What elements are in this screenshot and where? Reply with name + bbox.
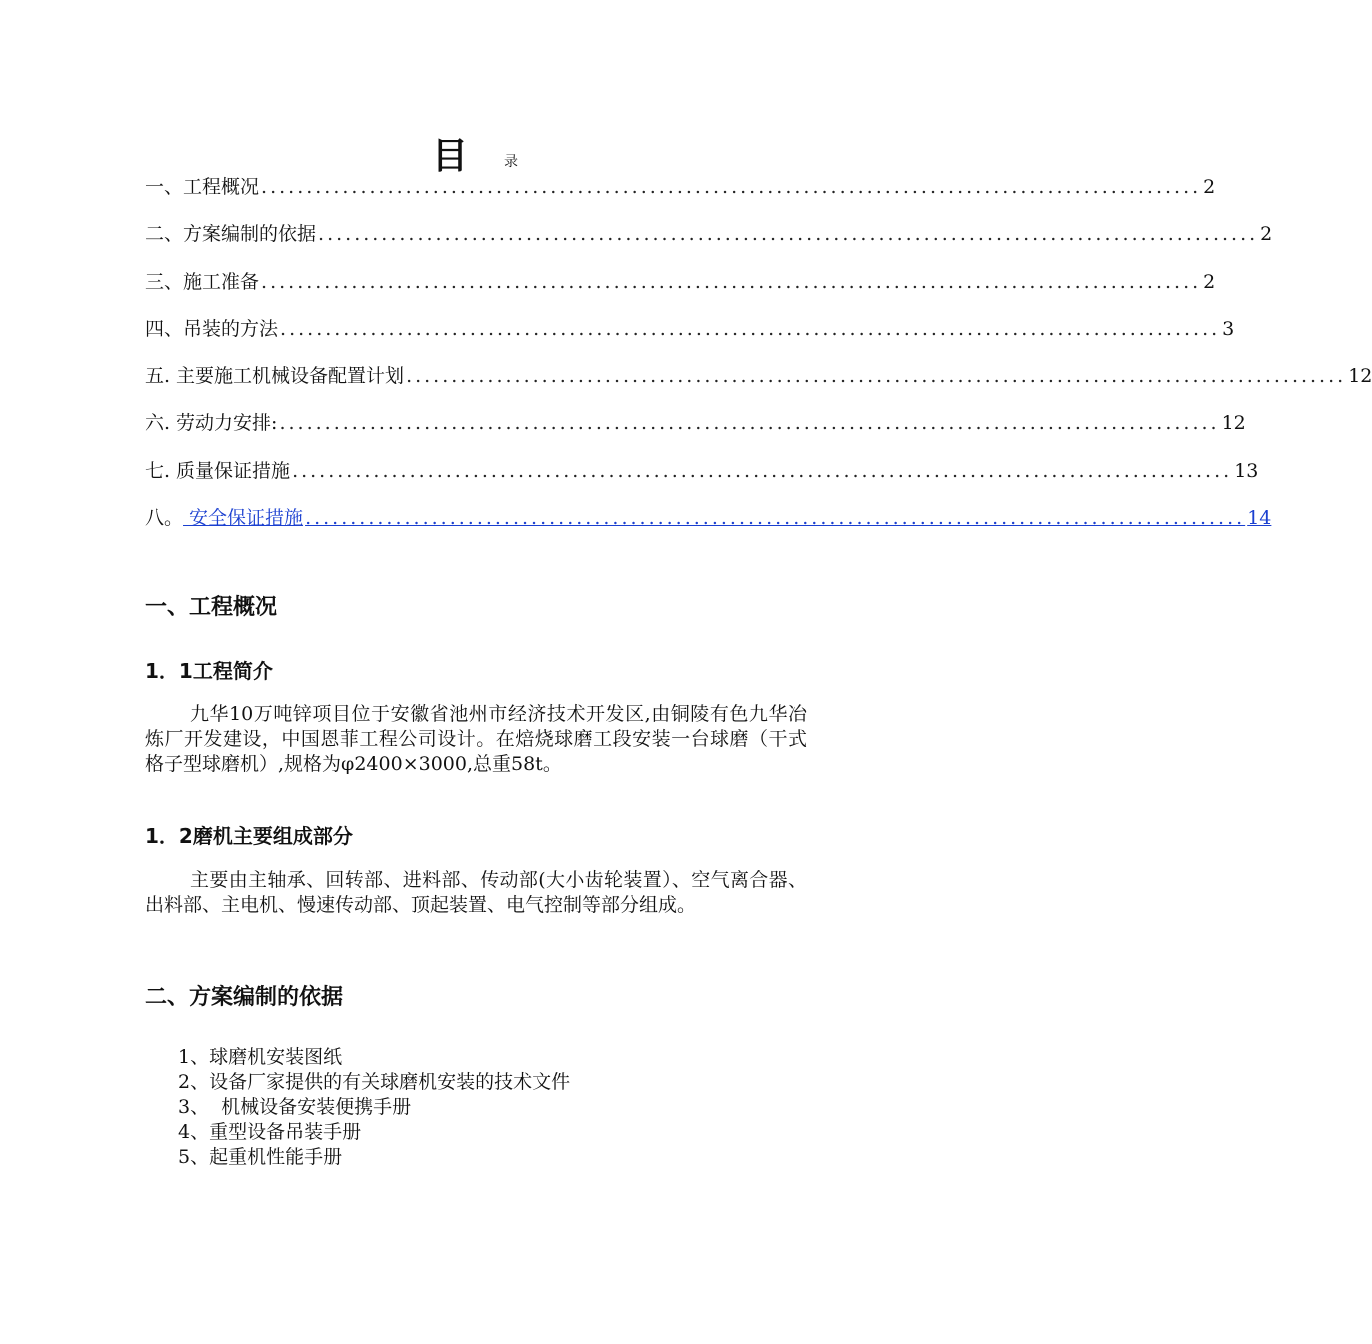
list-item: 2、设备厂家提供的有关球磨机安装的技术文件 [178,1071,571,1093]
toc-title-small: 录 [504,154,518,170]
toc-entry-title: 吊装的方法 [183,317,279,340]
toc-entry[interactable] [145,172,1216,219]
toc-entry[interactable] [145,361,1372,408]
toc-entry-number: 五. [145,365,171,388]
list-item: 4、重型设备吊装手册 [178,1121,362,1143]
reference-list [178,1045,570,1170]
section-heading: 一、工程概况 [145,595,278,620]
toc-entry[interactable] [145,219,1273,266]
toc-entry-page: 3 [1222,317,1235,340]
toc-leader-dots: ........................................................................................................ [261,270,1202,293]
toc-entry-page: 2 [1203,176,1216,198]
toc-entry-number: 七. [145,459,171,482]
paragraph: 主要由主轴承、回转部、进料部、传动部(大小齿轮装置）、空气离合器、出料部、主电机、慢速传动部、顶起装置、电气控制等部分组成。 [145,869,807,916]
toc-entry-number: 三、 [145,270,184,293]
toc-leader-dots: ........................................................................................................ [280,317,1221,340]
toc-entry-number: 四、 [145,317,184,340]
toc-entry-title: 主要施工机械设备配置计划 [176,365,405,388]
toc-entry-page: 2 [1203,270,1216,293]
toc-entry-page: 13 [1234,459,1259,482]
toc-entry-link[interactable] [145,503,1272,550]
toc-entry-number: 六. [145,412,171,435]
toc-entry[interactable] [145,408,1246,455]
list-item: 1、球磨机安装图纸 [178,1046,343,1068]
toc-leader-dots: ........................................................................................................ [261,176,1202,198]
toc-entry-title: 方案编制的依据 [183,223,317,246]
toc-entry-page: 14 [1247,507,1272,530]
table-of-contents [145,172,1372,550]
toc-entry-page: 12 [1221,412,1246,435]
toc-leader-dots: ........................................................................................................ [305,507,1246,530]
toc-entry-title: 质量保证措施 [176,459,291,482]
section-heading: 二、方案编制的依据 [145,985,344,1010]
paragraph: 九华10万吨锌项目位于安徽省池州市经济技术开发区,由铜陵有色九华冶炼厂开发建设，中国恩菲工程公司设计。在焙烧球磨工段安装一台球磨（干式格子型球磨机）,规格为φ2400×3000,总重58t。 [145,703,807,775]
toc-entry-number: 二、 [145,223,184,246]
subsection-heading: 1．1工程简介 [145,659,273,683]
toc-entry-number: 一、 [145,176,184,198]
toc-entry-title: 劳动力安排: [176,412,278,435]
toc-entry-title: 施工准备 [183,270,260,293]
toc-leader-dots: ........................................................................................................ [406,365,1347,388]
toc-entry[interactable] [145,314,1235,361]
toc-hyperlink[interactable] [183,503,1271,530]
subsection-heading: 1．2磨机主要组成部分 [145,824,353,848]
toc-entry-number: 八。 [145,507,184,530]
toc-entry-page: 2 [1260,223,1273,246]
toc-entry[interactable] [145,456,1259,503]
toc-entry[interactable] [145,267,1216,314]
toc-leader-dots: ........................................................................................................ [292,459,1233,482]
toc-title-big: 目 [431,136,468,177]
toc-entry-title: 安全保证措施 [183,507,304,530]
toc-leader-dots: ........................................................................................................ [318,223,1259,246]
toc-entry-page: 12 [1348,365,1372,388]
toc-leader-dots: ........................................................................................................ [279,412,1220,435]
list-item: 3、 机械设备安装便携手册 [178,1096,412,1118]
toc-entry-title: 工程概况 [183,176,260,198]
list-item: 5、起重机性能手册 [178,1146,343,1168]
